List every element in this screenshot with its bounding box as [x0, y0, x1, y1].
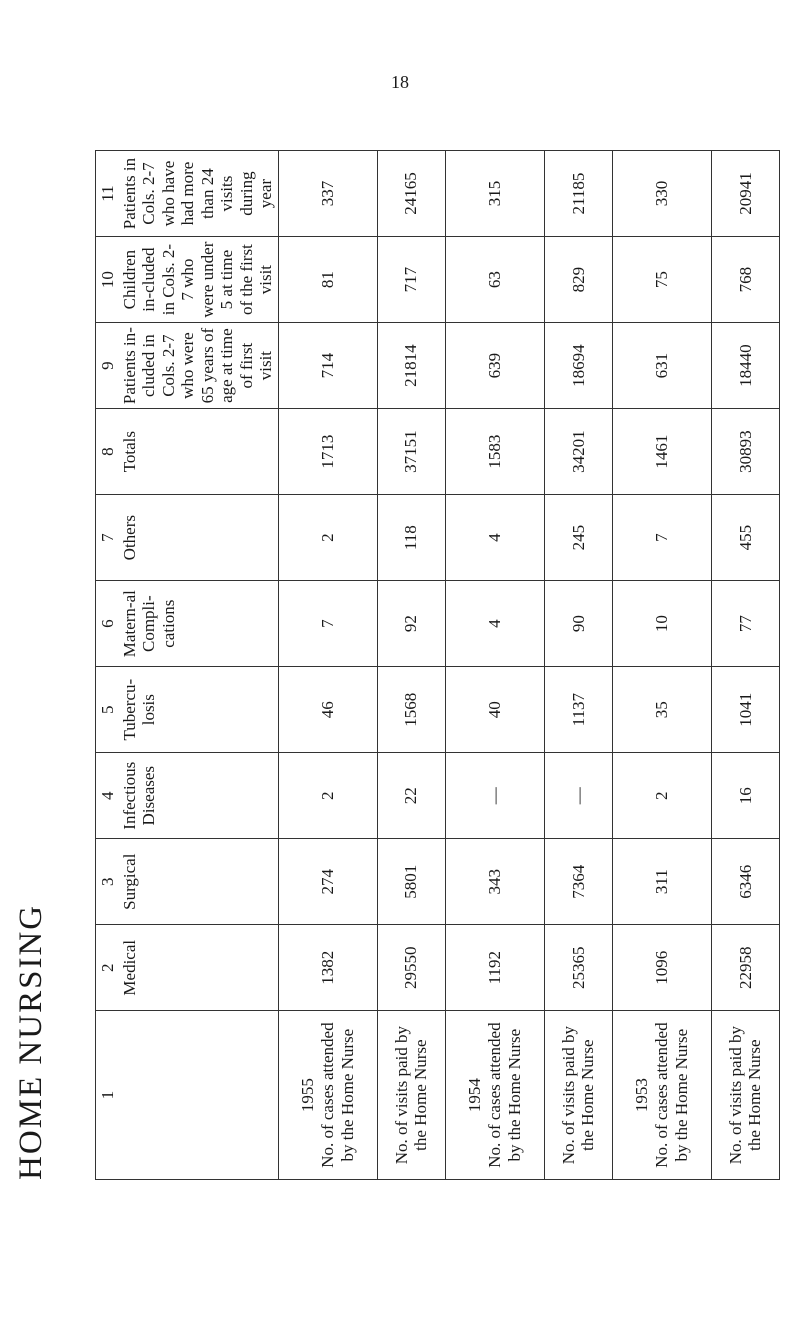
column-header-3 — [96, 839, 279, 925]
table-cell: 714 — [278, 323, 377, 409]
table-cell: 1382 — [278, 925, 377, 1011]
column-header-11 — [96, 151, 279, 237]
row-year: 1953 — [632, 1078, 652, 1113]
row-label: No. of visits paid by the Home Nurse — [725, 1025, 765, 1165]
row-label-cell — [377, 1011, 445, 1180]
column-header-1 — [96, 1011, 279, 1180]
table-cell: 343 — [445, 839, 544, 925]
column-label: Totals — [119, 430, 139, 473]
table-cell: 22 — [377, 753, 445, 839]
row-label: No. of visits paid by the Home Nurse — [391, 1025, 431, 1165]
row-label: No. of cases attended by the Home Nurse — [652, 1022, 691, 1168]
column-header-5 — [96, 667, 279, 753]
table-cell: 118 — [377, 495, 445, 581]
table-cell: 10 — [612, 581, 711, 667]
column-number: 11 — [98, 185, 117, 202]
header-row — [96, 151, 279, 1180]
row-year: 1954 — [465, 1078, 485, 1113]
table-body — [278, 151, 779, 1180]
table-cell: 337 — [278, 151, 377, 237]
table-cell: 4 — [445, 495, 544, 581]
table-cell: 1192 — [445, 925, 544, 1011]
column-number: 6 — [98, 619, 117, 628]
table-cell: 20941 — [711, 151, 779, 237]
table-cell: — — [445, 753, 544, 839]
column-number: 7 — [98, 533, 117, 542]
table-cell: 7 — [278, 581, 377, 667]
table-row — [445, 151, 544, 1180]
table-cell: 21814 — [377, 323, 445, 409]
table-cell: 35 — [612, 667, 711, 753]
column-number: 5 — [98, 705, 117, 714]
table-cell: 22958 — [711, 925, 779, 1011]
table-cell: 2 — [278, 495, 377, 581]
table-cell: 330 — [612, 151, 711, 237]
column-label: Children in-cluded in Cols. 2-7 who were under 5 at time of the first visit — [119, 241, 276, 318]
table-cell: 631 — [612, 323, 711, 409]
table-cell: 4 — [445, 581, 544, 667]
table-cell: 90 — [544, 581, 612, 667]
table-cell: 29550 — [377, 925, 445, 1011]
table-cell: 40 — [445, 667, 544, 753]
table-cell: 1041 — [711, 667, 779, 753]
table-cell: 1137 — [544, 667, 612, 753]
column-label: Infectious Diseases — [119, 761, 159, 830]
column-header-8 — [96, 409, 279, 495]
row-label-cell — [544, 1011, 612, 1180]
table-cell: 77 — [711, 581, 779, 667]
table-cell: 46 — [278, 667, 377, 753]
row-label: No. of cases attended by the Home Nurse — [317, 1022, 357, 1168]
page-number: 18 — [391, 72, 409, 92]
column-number: 8 — [98, 447, 117, 456]
table-cell: 30893 — [711, 409, 779, 495]
table-cell: 455 — [711, 495, 779, 581]
table-cell: 1583 — [445, 409, 544, 495]
table-cell: 6346 — [711, 839, 779, 925]
table-cell: 34201 — [544, 409, 612, 495]
column-label: Others — [119, 514, 139, 561]
column-header-7 — [96, 495, 279, 581]
table-cell: 1713 — [278, 409, 377, 495]
column-number: 10 — [98, 271, 117, 289]
table-cell: 2 — [612, 753, 711, 839]
table-cell: 7 — [612, 495, 711, 581]
row-label-cell — [711, 1011, 779, 1180]
column-number: 4 — [98, 791, 117, 800]
home-nursing-table-container — [95, 150, 780, 1180]
column-header-6 — [96, 581, 279, 667]
table-cell: 24165 — [377, 151, 445, 237]
table-cell: 63 — [445, 237, 544, 323]
row-label-cell — [445, 1011, 544, 1180]
table-cell: 18694 — [544, 323, 612, 409]
table-cell: 7364 — [544, 839, 612, 925]
table-cell: 16 — [711, 753, 779, 839]
table-cell: 245 — [544, 495, 612, 581]
table-cell: 274 — [278, 839, 377, 925]
row-label: No. of visits paid by the Home Nurse — [558, 1025, 598, 1165]
column-label: Patients in Cols. 2-7 who have had more than 24 visits during year — [119, 157, 276, 230]
home-nursing-table — [95, 150, 780, 1180]
column-header-4 — [96, 753, 279, 839]
row-label: No. of cases attended by the Home Nurse — [484, 1022, 524, 1168]
table-cell: 1096 — [612, 925, 711, 1011]
row-label-cell — [612, 1011, 711, 1180]
table-cell: 18440 — [711, 323, 779, 409]
table-row — [544, 151, 612, 1180]
row-label-cell — [278, 1011, 377, 1180]
column-header-10 — [96, 237, 279, 323]
table-cell: 768 — [711, 237, 779, 323]
column-label: Matern-al Compli-cations — [119, 590, 178, 658]
table-cell: — — [544, 753, 612, 839]
table-cell: 37151 — [377, 409, 445, 495]
table-row — [612, 151, 711, 1180]
column-header-2 — [96, 925, 279, 1011]
row-year: 1955 — [298, 1078, 318, 1113]
table-cell: 717 — [377, 237, 445, 323]
table-row — [278, 151, 377, 1180]
table-cell: 25365 — [544, 925, 612, 1011]
table-cell: 2 — [278, 753, 377, 839]
table-cell: 21185 — [544, 151, 612, 237]
table-row — [711, 151, 779, 1180]
table-cell: 81 — [278, 237, 377, 323]
column-label: Tubercu-losis — [119, 678, 159, 741]
side-title: HOME NURSING — [13, 903, 49, 1180]
column-number: 1 — [98, 1090, 117, 1100]
column-number: 9 — [98, 361, 117, 370]
table-cell: 5801 — [377, 839, 445, 925]
column-label: Patients in-cluded in Cols. 2-7 who were 65 years of age at time of first visit — [119, 327, 276, 405]
table-cell: 75 — [612, 237, 711, 323]
column-number: 2 — [98, 963, 117, 972]
table-cell: 311 — [612, 839, 711, 925]
column-header-9 — [96, 323, 279, 409]
table-cell: 639 — [445, 323, 544, 409]
table-cell: 315 — [445, 151, 544, 237]
table-row — [377, 151, 445, 1180]
table-cell: 1461 — [612, 409, 711, 495]
column-label: Medical — [119, 939, 139, 996]
column-label: Surgical — [119, 853, 139, 910]
column-number: 3 — [98, 877, 117, 886]
table-cell: 1568 — [377, 667, 445, 753]
table-cell: 92 — [377, 581, 445, 667]
table-cell: 829 — [544, 237, 612, 323]
